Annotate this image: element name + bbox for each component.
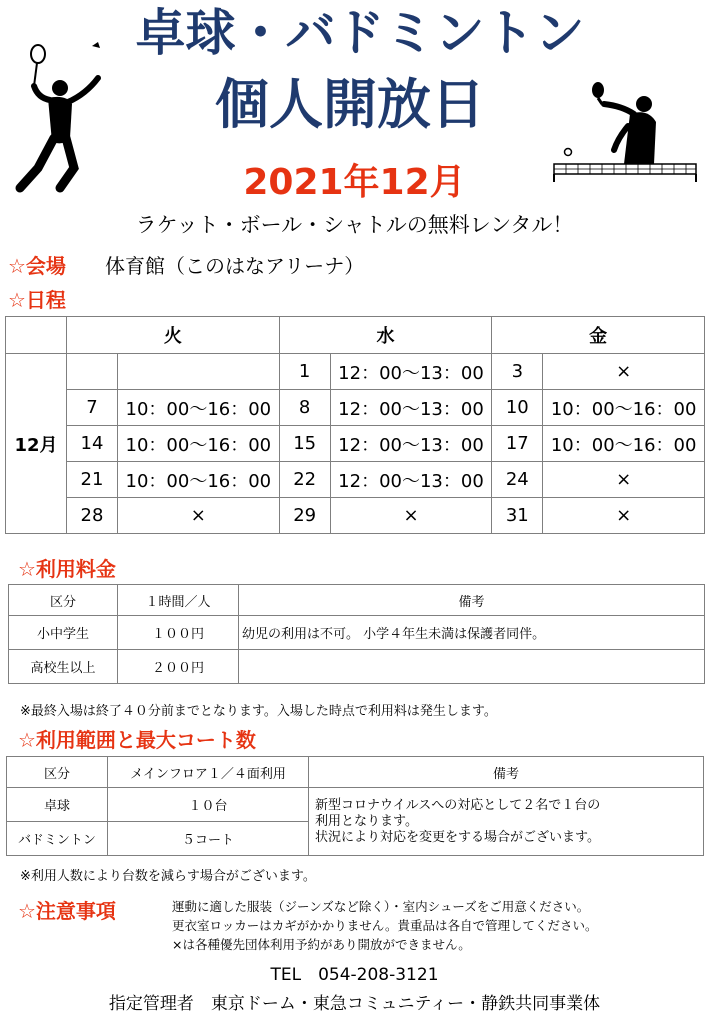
time-cell: 10：00～16：00 (543, 426, 705, 462)
date-cell (67, 354, 118, 390)
date-cell: 10 (492, 390, 543, 426)
time-cell: × (330, 498, 492, 534)
schedule-row (6, 354, 705, 390)
venue-heading: ☆会場 (8, 254, 66, 278)
court-heading: ☆利用範囲と最大コート数 (18, 728, 256, 752)
date-cell: 29 (279, 498, 330, 534)
time-cell: 10：00～16：00 (543, 390, 705, 426)
date-cell: 15 (279, 426, 330, 462)
fee-note: 幼児の利用は不可。 小学４年生未満は保護者同伴。 (239, 616, 705, 650)
fee-note (239, 650, 705, 684)
court-note-line: 新型コロナウイルスへの対応として２名で１台の (315, 797, 601, 813)
time-cell (118, 354, 280, 390)
time-cell: × (118, 498, 280, 534)
operator-info: 指定管理者 東京ドーム・東急コミュニティー・静鉄共同事業体 (108, 994, 601, 1014)
date-cell: 24 (492, 462, 543, 498)
date-cell: 7 (67, 390, 118, 426)
fee-category: 小中学生 (9, 616, 118, 650)
date-cell: 1 (279, 354, 330, 390)
schedule-row (6, 426, 705, 462)
time-cell: 12：00～13：00 (330, 462, 492, 498)
time-cell: 12：00～13：00 (330, 390, 492, 426)
court-header-count: メインフロア１／４面利用 (108, 757, 309, 788)
caution-line: 更衣室ロッカーはカギがかかりません。貴重品は各自で管理してください。 (172, 918, 598, 933)
court-count: １０台 (108, 788, 309, 822)
court-category: バドミントン (7, 822, 108, 856)
day-header-tue: 火 (67, 317, 280, 354)
court-header-note: 備考 (309, 757, 704, 788)
date-cell: 22 (279, 462, 330, 498)
court-footnote: ※利用人数により台数を減らす場合がございます。 (20, 869, 316, 884)
court-header-category: 区分 (7, 757, 108, 788)
fee-footnote: ※最終入場は終了４０分前までとなります。入場した時点で利用料は発生します。 (20, 704, 497, 719)
schedule-header-row (6, 317, 705, 354)
date-cell: 3 (492, 354, 543, 390)
fee-header-price: １時間／人 (118, 585, 239, 616)
time-cell: × (543, 498, 705, 534)
caution-line: 運動に適した服装（ジーンズなど除く）・室内シューズをご用意ください。 (172, 899, 590, 914)
schedule-month-label: 12月 (6, 354, 67, 534)
time-cell: 12：00～13：00 (330, 426, 492, 462)
schedule-row (6, 462, 705, 498)
fee-row (9, 616, 705, 650)
schedule-table (5, 316, 705, 534)
date-cell: 21 (67, 462, 118, 498)
time-cell: 10：00～16：00 (118, 390, 280, 426)
caution-line: ×は各種優先団体利用予約があり開放ができません。 (172, 937, 471, 952)
time-cell: 12：00～13：00 (330, 354, 492, 390)
time-cell: × (543, 354, 705, 390)
schedule-row (6, 390, 705, 426)
venue-value: 体育館（このはなアリーナ） (105, 254, 365, 278)
caution-heading: ☆注意事項 (18, 899, 116, 923)
court-note-line: 利用となります。 (315, 813, 418, 829)
schedule-heading: ☆日程 (8, 288, 66, 312)
date-cell: 28 (67, 498, 118, 534)
fee-table (8, 584, 705, 684)
court-header-row (7, 757, 704, 788)
court-note-line: 状況により対応を変更をする場合がございます。 (315, 829, 600, 845)
fee-row (9, 650, 705, 684)
court-row (7, 788, 704, 822)
day-header-wed: 水 (279, 317, 492, 354)
page-subtitle: 個人開放日 (215, 73, 485, 136)
fee-header-category: 区分 (9, 585, 118, 616)
schedule-corner-cell (6, 317, 67, 354)
date-cell: 8 (279, 390, 330, 426)
fee-heading: ☆利用料金 (18, 557, 116, 581)
time-cell: 10：00～16：00 (118, 462, 280, 498)
fee-category: 高校生以上 (9, 650, 118, 684)
caution-list (172, 897, 598, 954)
fee-header-note: 備考 (239, 585, 705, 616)
court-table (6, 756, 704, 856)
phone-number: TEL 054-208-3121 (270, 965, 439, 985)
date-cell: 17 (492, 426, 543, 462)
fee-price: ２００円 (118, 650, 239, 684)
month-heading: 2021年12月 (243, 162, 466, 203)
court-count: ５コート (108, 822, 309, 856)
time-cell: 10：00～16：00 (118, 426, 280, 462)
rental-notice: ラケット・ボール・シャトルの無料レンタル！ (135, 213, 574, 237)
schedule-row (6, 498, 705, 534)
time-cell: × (543, 462, 705, 498)
date-cell: 31 (492, 498, 543, 534)
date-cell: 14 (67, 426, 118, 462)
court-note (309, 788, 704, 856)
court-category: 卓球 (7, 788, 108, 822)
fee-header-row (9, 585, 705, 616)
fee-price: １００円 (118, 616, 239, 650)
day-header-fri: 金 (492, 317, 705, 354)
page-title: 卓球・バドミントン (135, 4, 585, 62)
